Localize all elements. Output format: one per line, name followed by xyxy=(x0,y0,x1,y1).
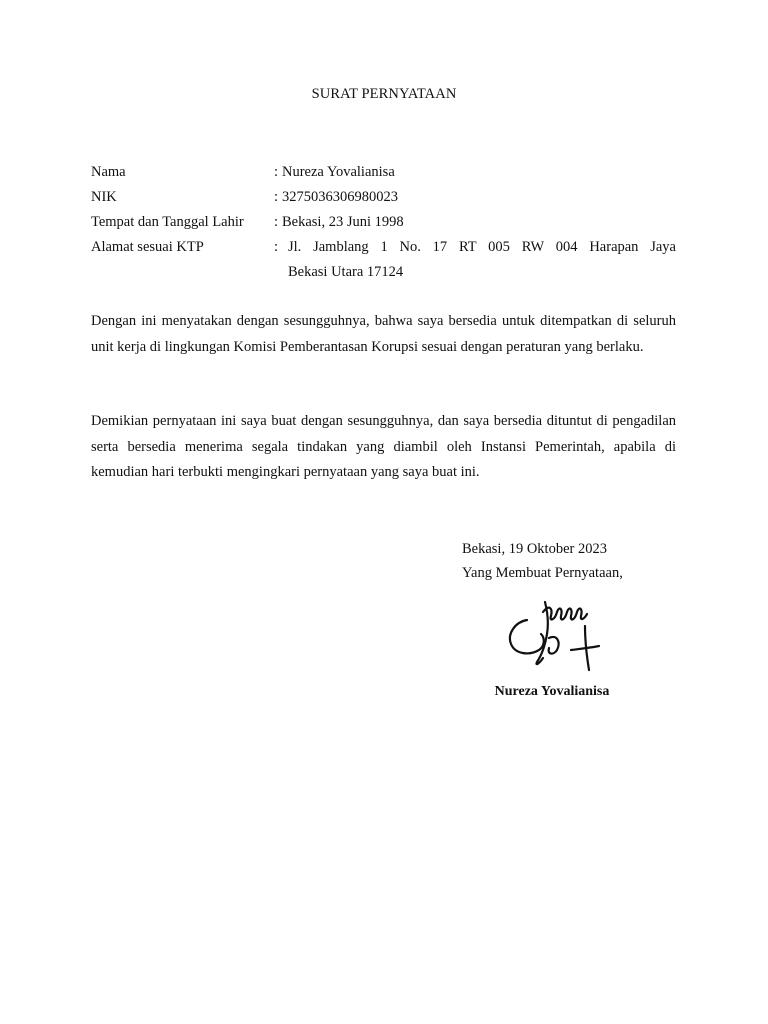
field-colon: : xyxy=(274,164,279,180)
field-label-birth: Tempat dan Tanggal Lahir xyxy=(91,214,244,230)
field-value-birth: Bekasi, 23 Juni 1998 xyxy=(282,214,404,230)
field-label-nik: NIK xyxy=(91,189,117,205)
field-row-nik xyxy=(91,185,676,210)
place-date: Bekasi, 19 Oktober 2023 xyxy=(462,541,607,557)
statement-paragraph-1: Dengan ini menyatakan dengan sesungguhnya, bahwa saya bersedia untuk ditempatkan di seluruh unit kerja di lingkungan Komisi Pemberantasan Korupsi sesuai dengan peraturan yang berlaku. xyxy=(91,313,676,355)
signer-name: Nureza Yovalianisa xyxy=(494,684,610,699)
document-title: SURAT PERNYATAAN xyxy=(311,86,457,102)
handwritten-signature xyxy=(505,598,605,673)
field-label-address: Alamat sesuai KTP xyxy=(91,239,204,255)
identity-fields xyxy=(91,160,676,285)
address-line-2: Bekasi Utara 17124 xyxy=(288,264,404,280)
statement-paragraph-2: Demikian pernyataan ini saya buat dengan sesungguhnya, dan saya bersedia dituntut di pengadilan serta bersedia menerima segala tindakan yang diambil oleh Instansi Pemerintah, apabila di kemudian hari terbukti mengingkari pernyataan yang saya buat ini. xyxy=(91,413,676,480)
field-row-name xyxy=(91,160,676,185)
field-row-birth xyxy=(91,210,676,235)
signature-block xyxy=(462,537,722,585)
field-label-name: Nama xyxy=(91,164,126,180)
field-value-nik: 3275036306980023 xyxy=(282,189,398,205)
field-value-name: Nureza Yovalianisa xyxy=(282,164,395,180)
field-row-address xyxy=(91,235,676,285)
field-colon: : xyxy=(274,214,279,230)
field-colon: : xyxy=(274,189,279,205)
field-value-address xyxy=(282,235,676,285)
signer-role: Yang Membuat Pernyataan, xyxy=(462,565,623,581)
address-line-1: Jl. Jamblang 1 No. 17 RT 005 RW 004 Harapan Jaya xyxy=(288,239,676,255)
field-colon: : xyxy=(274,239,279,255)
